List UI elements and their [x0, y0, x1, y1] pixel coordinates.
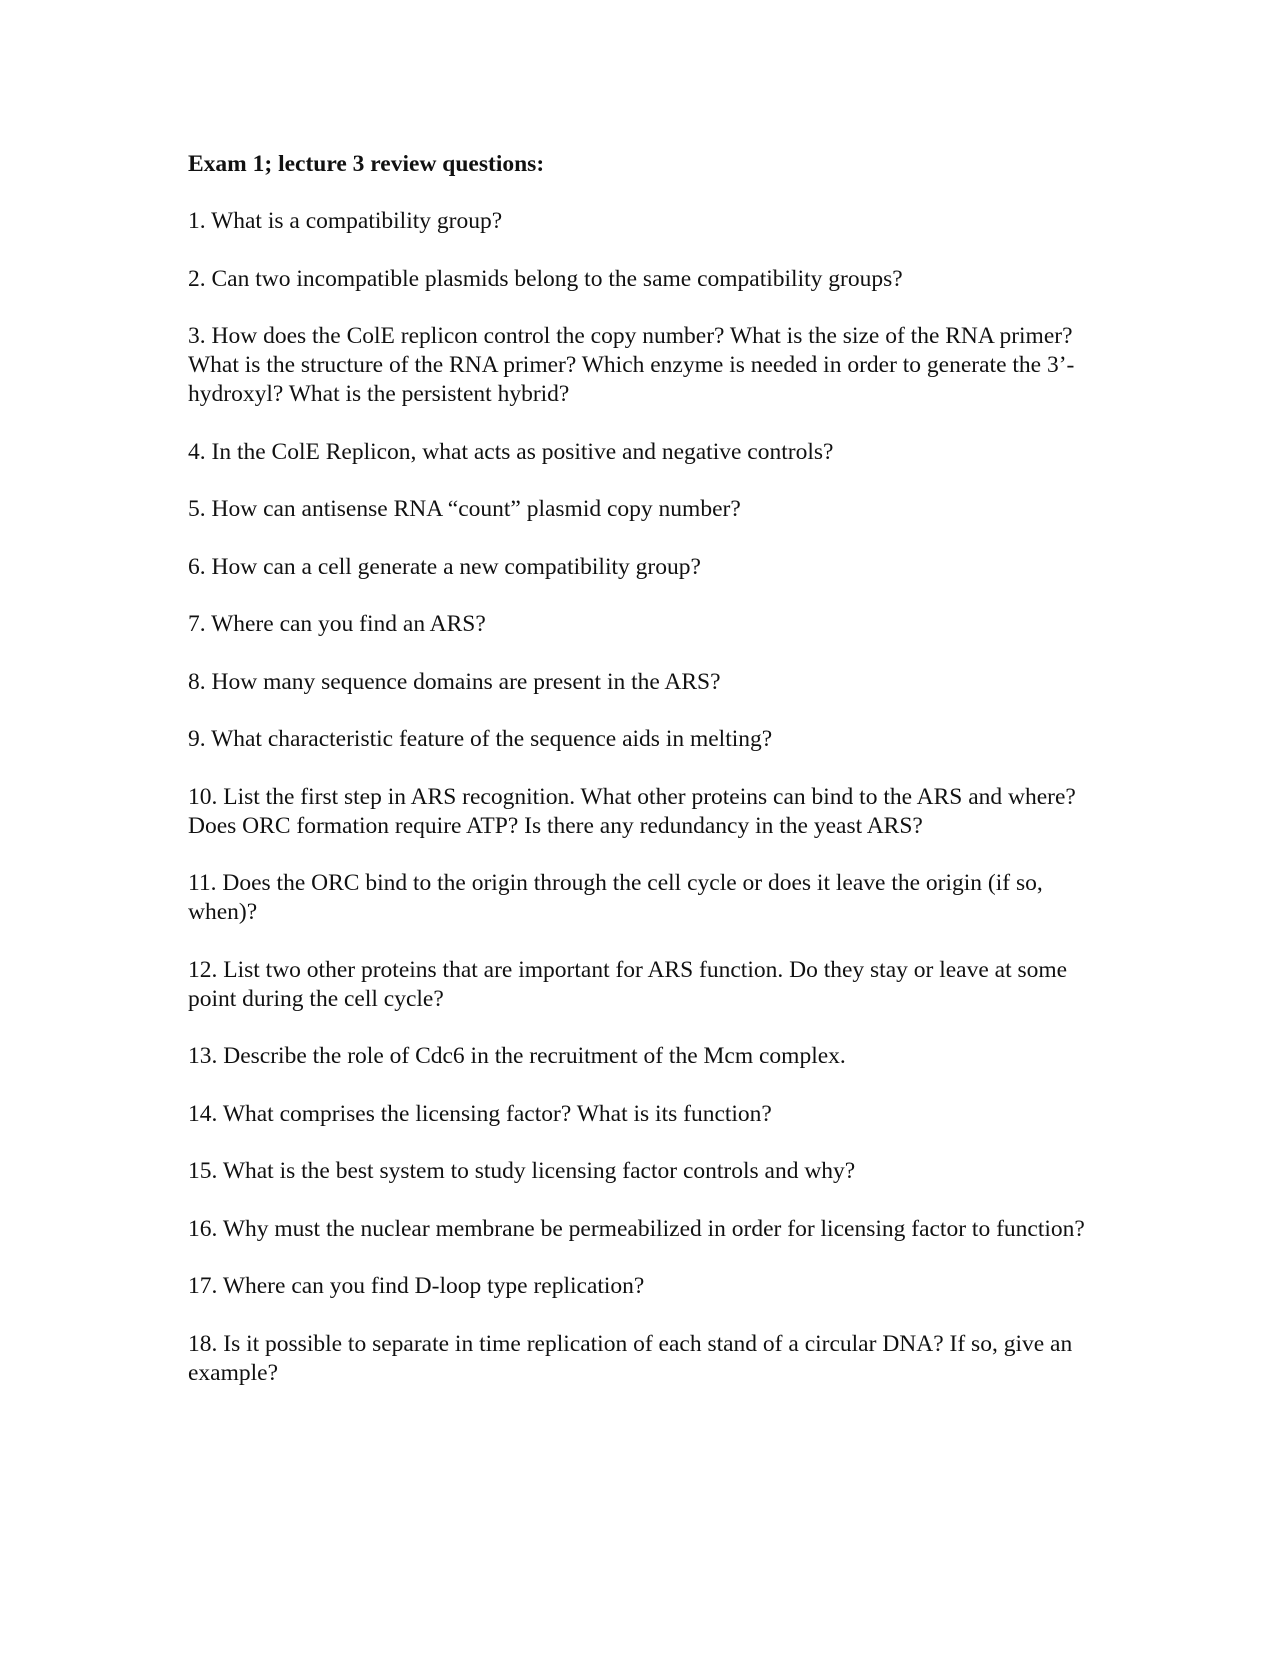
question-18: 18. Is it possible to separate in time replication of each stand of a circular DNA? If so, give an example? [188, 1330, 1073, 1386]
question-16: 16. Why must the nuclear membrane be permeabilized in order for licensing factor to function? [188, 1215, 1085, 1242]
question-9: 9. What characteristic feature of the sequence aids in melting? [188, 726, 773, 752]
question-7: 7. Where can you find an ARS? [188, 611, 486, 637]
question-8: 8. How many sequence domains are present in the ARS? [188, 668, 721, 695]
question-13: 13. Describe the role of Cdc6 in the recruitment of the Mcm complex. [188, 1043, 846, 1069]
question-11: 11. Does the ORC bind to the origin through the cell cycle or does it leave the origin (if so, when)? [188, 870, 1043, 925]
document-body [188, 150, 1088, 1416]
question-15: 15. What is the best system to study licensing factor controls and why? [188, 1158, 856, 1184]
question-14: 14. What comprises the licensing factor? What is its function? [188, 1100, 772, 1127]
question-10: 10. List the first step in ARS recognition. What other proteins can bind to the ARS and where? Does ORC formation require ATP? Is there any redundancy in the yeast ARS? [188, 783, 1076, 839]
question-1: 1. What is a compatibility group? [188, 208, 503, 234]
question-5: 5. How can antisense RNA “count” plasmid copy number? [188, 496, 741, 522]
question-3: 3. How does the ColE replicon control the copy number? What is the size of the RNA primer? What is the structure of the RNA primer? Which enzyme is needed in order to generate the 3’-hydroxyl? What is the persistent hybrid? [188, 323, 1075, 407]
document-title: Exam 1; lecture 3 review questions: [188, 151, 545, 177]
question-6: 6. How can a cell generate a new compatibility group? [188, 553, 701, 580]
question-12: 12. List two other proteins that are important for ARS function. Do they stay or leave at some point during the cell cycle? [188, 956, 1068, 1012]
question-2: 2. Can two incompatible plasmids belong to the same compatibility groups? [188, 265, 903, 292]
question-4: 4. In the ColE Replicon, what acts as positive and negative controls? [188, 438, 834, 465]
question-17: 17. Where can you find D-loop type replication? [188, 1273, 645, 1299]
